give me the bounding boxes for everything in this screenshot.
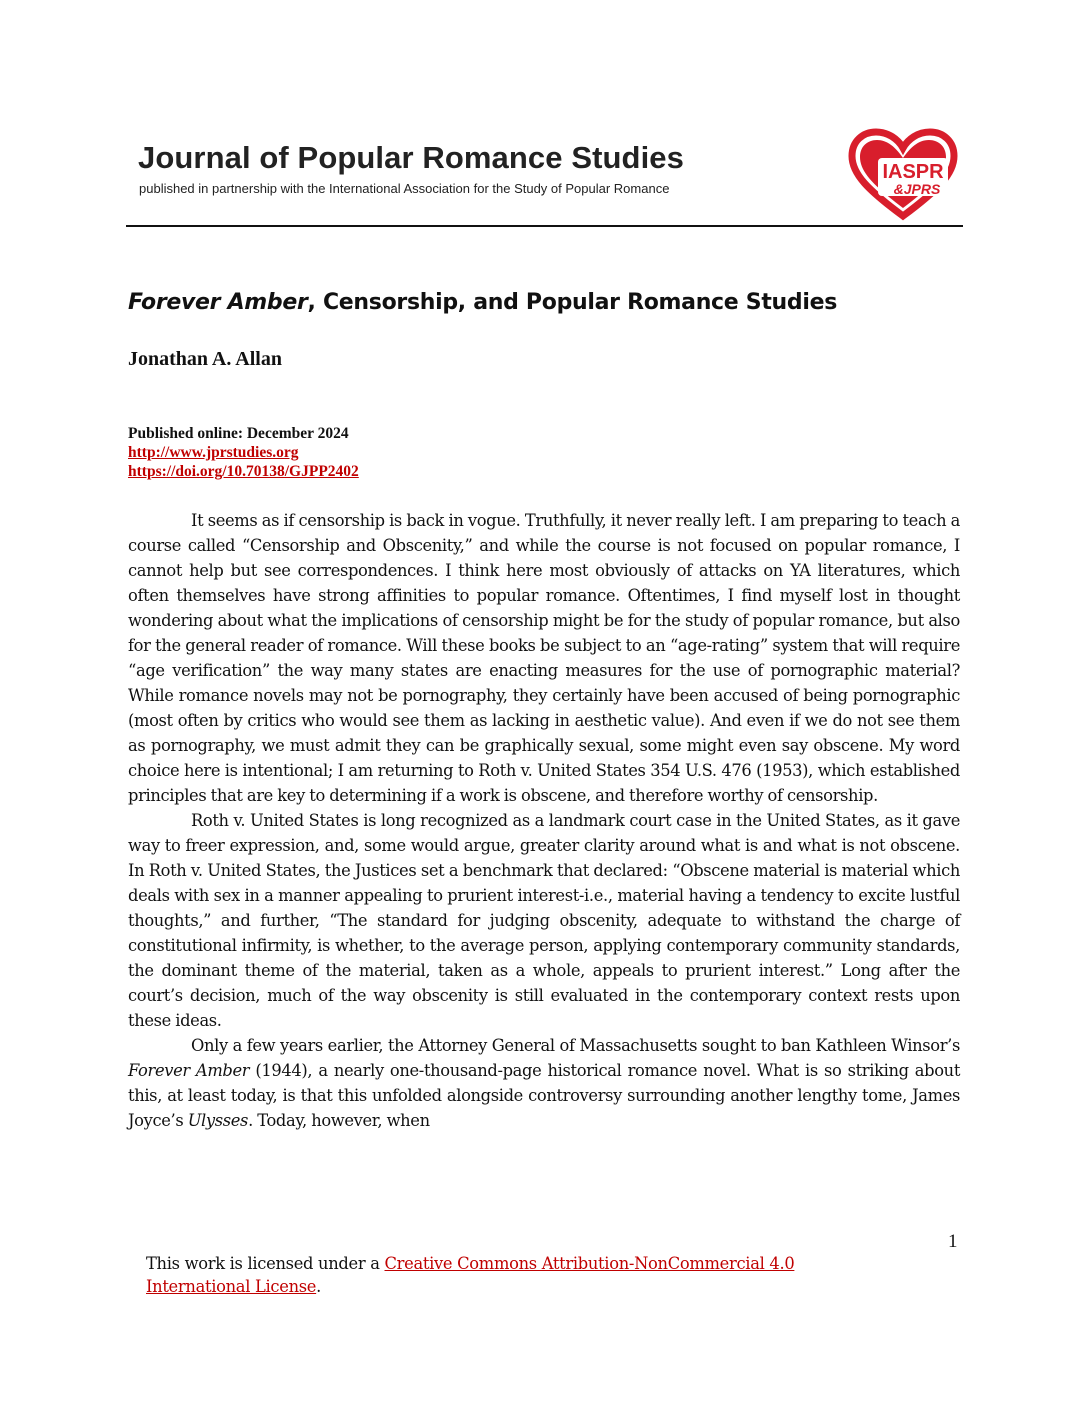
- article-body: [128, 508, 960, 1133]
- logo-text-iaspr: IASPR: [882, 161, 944, 183]
- page-number: 1: [948, 1231, 958, 1252]
- article-title: [128, 290, 837, 315]
- journal-title: Journal of Popular Romance Studies: [138, 140, 684, 175]
- body-paragraph-3: [128, 1033, 960, 1133]
- license-link[interactable]: Creative Commons Attribution-NonCommercial 4.0 International License: [146, 1254, 795, 1296]
- license-prefix: This work is licensed under a: [146, 1254, 385, 1273]
- license-suffix: .: [316, 1277, 322, 1296]
- publication-meta: [128, 424, 359, 481]
- article-title-italic: Forever Amber: [128, 290, 308, 315]
- journal-subtitle: published in partnership with the International Association for the Study of Popular Romance: [139, 181, 670, 196]
- p3-text-e: . Today, however, when: [248, 1111, 430, 1130]
- p3-text-a: Only a few years earlier, the Attorney General of Massachusetts sought to ban Kathleen Winsor’s: [191, 1036, 960, 1055]
- header-rule: [126, 225, 963, 227]
- body-paragraph-2: Roth v. United States is long recognized as a landmark court case in the United States, as it gave way to freer expression, and, some would argue, greater clarity around what is and what is not obscene. In Roth v. United States, the Justices set a benchmark that declared: “Obscene material is material which deals with sex in a manner appealing to prurient interest-i.e., material having a tendency to excite lustful thoughts,” and further, “The standard for judging obscenity, adequate to withstand the charge of constitutional infirmity, is whether, to the average person, applying contemporary community standards, the dominant theme of the material, taken as a whole, appeals to prurient interest.” Long after the court’s decision, much of the way obscenity is still evaluated in the contemporary context rests upon these ideas.: [128, 811, 960, 1030]
- doi-link[interactable]: https://doi.org/10.70138/GJPP2402: [128, 463, 359, 480]
- logo-text-jprs: &JPRS: [893, 181, 941, 197]
- journal-header: [128, 128, 962, 228]
- published-date: Published online: December 2024: [128, 425, 349, 442]
- article-title-rest: , Censorship, and Popular Romance Studies: [307, 290, 838, 315]
- journal-site-link[interactable]: http://www.jprstudies.org: [128, 444, 299, 461]
- author-name: Jonathan A. Allan: [128, 348, 282, 370]
- p3-italic-ulysses: Ulysses: [187, 1111, 249, 1130]
- p3-text-c: (1944), a nearly one-thousand-page historical romance novel. What is so striking about this, at least today, is that this unfolded alongside controversy surrounding another lengthy tome, James Joyce’s: [128, 1061, 961, 1130]
- p3-italic-forever-amber: Forever Amber: [128, 1061, 250, 1080]
- iaspr-heart-logo: [848, 128, 958, 222]
- body-paragraph-1: It seems as if censorship is back in vogue. Truthfully, it never really left. I am preparing to teach a course called “Censorship and Obscenity,” and while the course is not focused on popular romance, I cannot help but see correspondences. I think here most obviously of attacks on YA literatures, which often themselves have strong affinities to popular romance. Oftentimes, I find myself lost in thought wondering about what the implications of censorship might be for the study of popular romance, but also for the general reader of romance. Will these books be subject to an “age-rating” system that will require “age verification” the way many states are enacting measures for the use of pornographic material? While romance novels may not be pornography, they certainly have been accused of being pornographic (most often by critics who would see them as lacking in aesthetic value). And even if we do not see them as pornography, we must admit they can be graphically sexual, some might even say obscene. My word choice here is intentional; I am returning to Roth v. United States 354 U.S. 476 (1953), which established principles that are key to determining if a work is obscene, and therefore worthy of censorship.: [128, 511, 960, 805]
- license-notice: [146, 1252, 866, 1298]
